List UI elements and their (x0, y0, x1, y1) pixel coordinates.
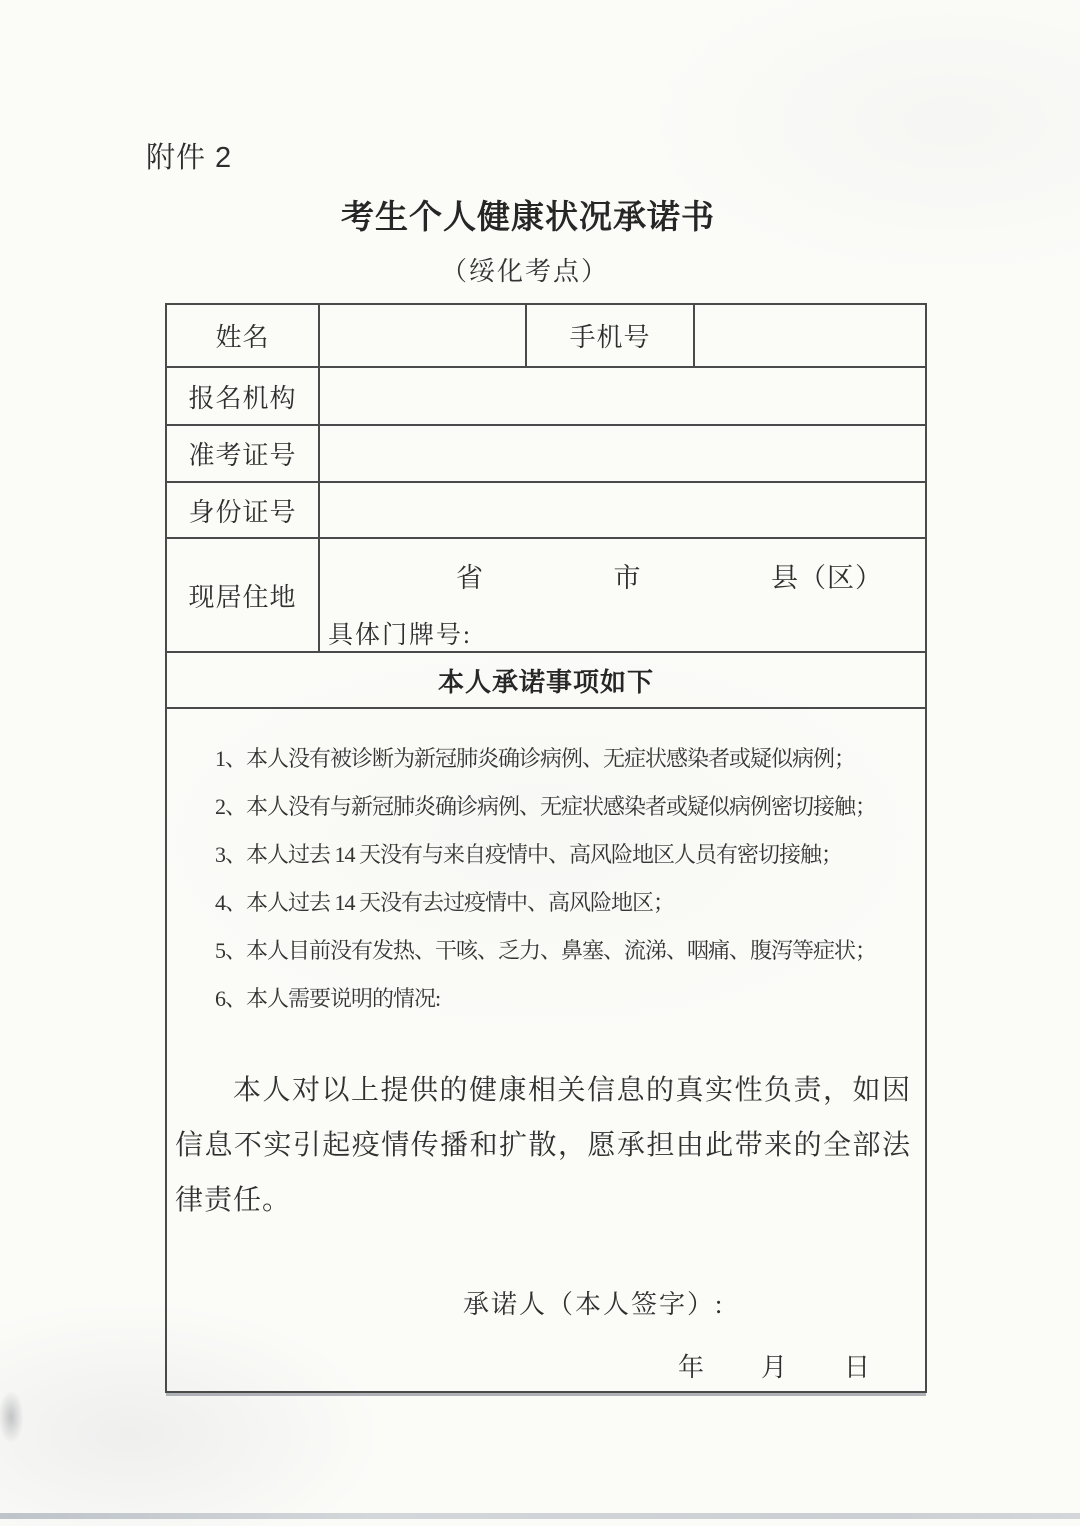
row-commitments-header (166, 652, 926, 708)
health-form-table (165, 303, 927, 1393)
ticket-value-cell (319, 425, 926, 482)
signer-label: 承诺人（本人签字）: (463, 1289, 725, 1319)
row-registration-org (166, 367, 926, 425)
commitments-header: 本人承诺事项如下 (166, 652, 926, 708)
idcard-value-cell (319, 482, 926, 538)
commitment-item-3: 3、本人过去 14 天没有与来自疫情中、高风险地区人员有密切接触； (215, 841, 843, 867)
declaration-paragraph: 本人对以上提供的健康相关信息的真实性负责，如因信息不实引起疫情传播和扩散，愿承担由此带来的全部法律责任。 (175, 1074, 911, 1216)
commitment-item-1: 1、本人没有被诊断为新冠肺炎确诊病例、无症状感染者或疑似病例； (215, 745, 856, 771)
org-value-cell (319, 367, 926, 425)
residence-value-cell (319, 538, 926, 652)
residence-units (320, 540, 925, 595)
commitment-item-4: 4、本人过去 14 天没有去过疫情中、高风险地区； (215, 889, 675, 915)
attachment-label: 附件 2 (146, 142, 233, 174)
day-label: 日 (843, 1352, 871, 1382)
commitment-item-6: 6、本人需要说明的情况: (215, 985, 441, 1011)
name-label: 姓名 (166, 304, 319, 367)
province-unit-label: 省 (456, 562, 484, 593)
address-detail-label: 具体门牌号: (328, 621, 472, 649)
commitment-item-5: 5、本人目前没有发热、干咳、乏力、鼻塞、流涕、咽痛、腹泻等症状； (215, 937, 877, 963)
row-name-phone (166, 304, 926, 367)
org-label: 报名机构 (166, 367, 319, 425)
row-id-number (166, 482, 926, 538)
month-label: 月 (760, 1352, 788, 1382)
scan-smudge (0, 1382, 28, 1452)
idcard-label: 身份证号 (166, 482, 319, 538)
commitment-item-2: 2、本人没有与新冠肺炎确诊病例、无症状感染者或疑似病例密切接触； (215, 793, 877, 819)
phone-value-cell (694, 304, 926, 367)
phone-label: 手机号 (526, 304, 694, 367)
residence-label: 现居住地 (166, 538, 319, 652)
row-commitments-body (166, 708, 926, 1392)
row-residence (166, 538, 926, 652)
ticket-label: 准考证号 (166, 425, 319, 482)
row-admission-ticket (166, 425, 926, 482)
commitments-body (166, 708, 926, 1392)
page-bottom-edge-shadow (0, 1513, 1080, 1519)
city-unit-label: 市 (613, 562, 642, 593)
commitment-items (167, 717, 925, 1023)
date-line (167, 1347, 925, 1384)
doc-title: 考生个人健康状况承诺书 (341, 198, 715, 235)
county-unit-label: 县（区） (771, 562, 883, 593)
name-value-cell (319, 304, 526, 367)
doc-subtitle: （绥化考点） (440, 257, 609, 286)
year-label: 年 (677, 1352, 705, 1382)
